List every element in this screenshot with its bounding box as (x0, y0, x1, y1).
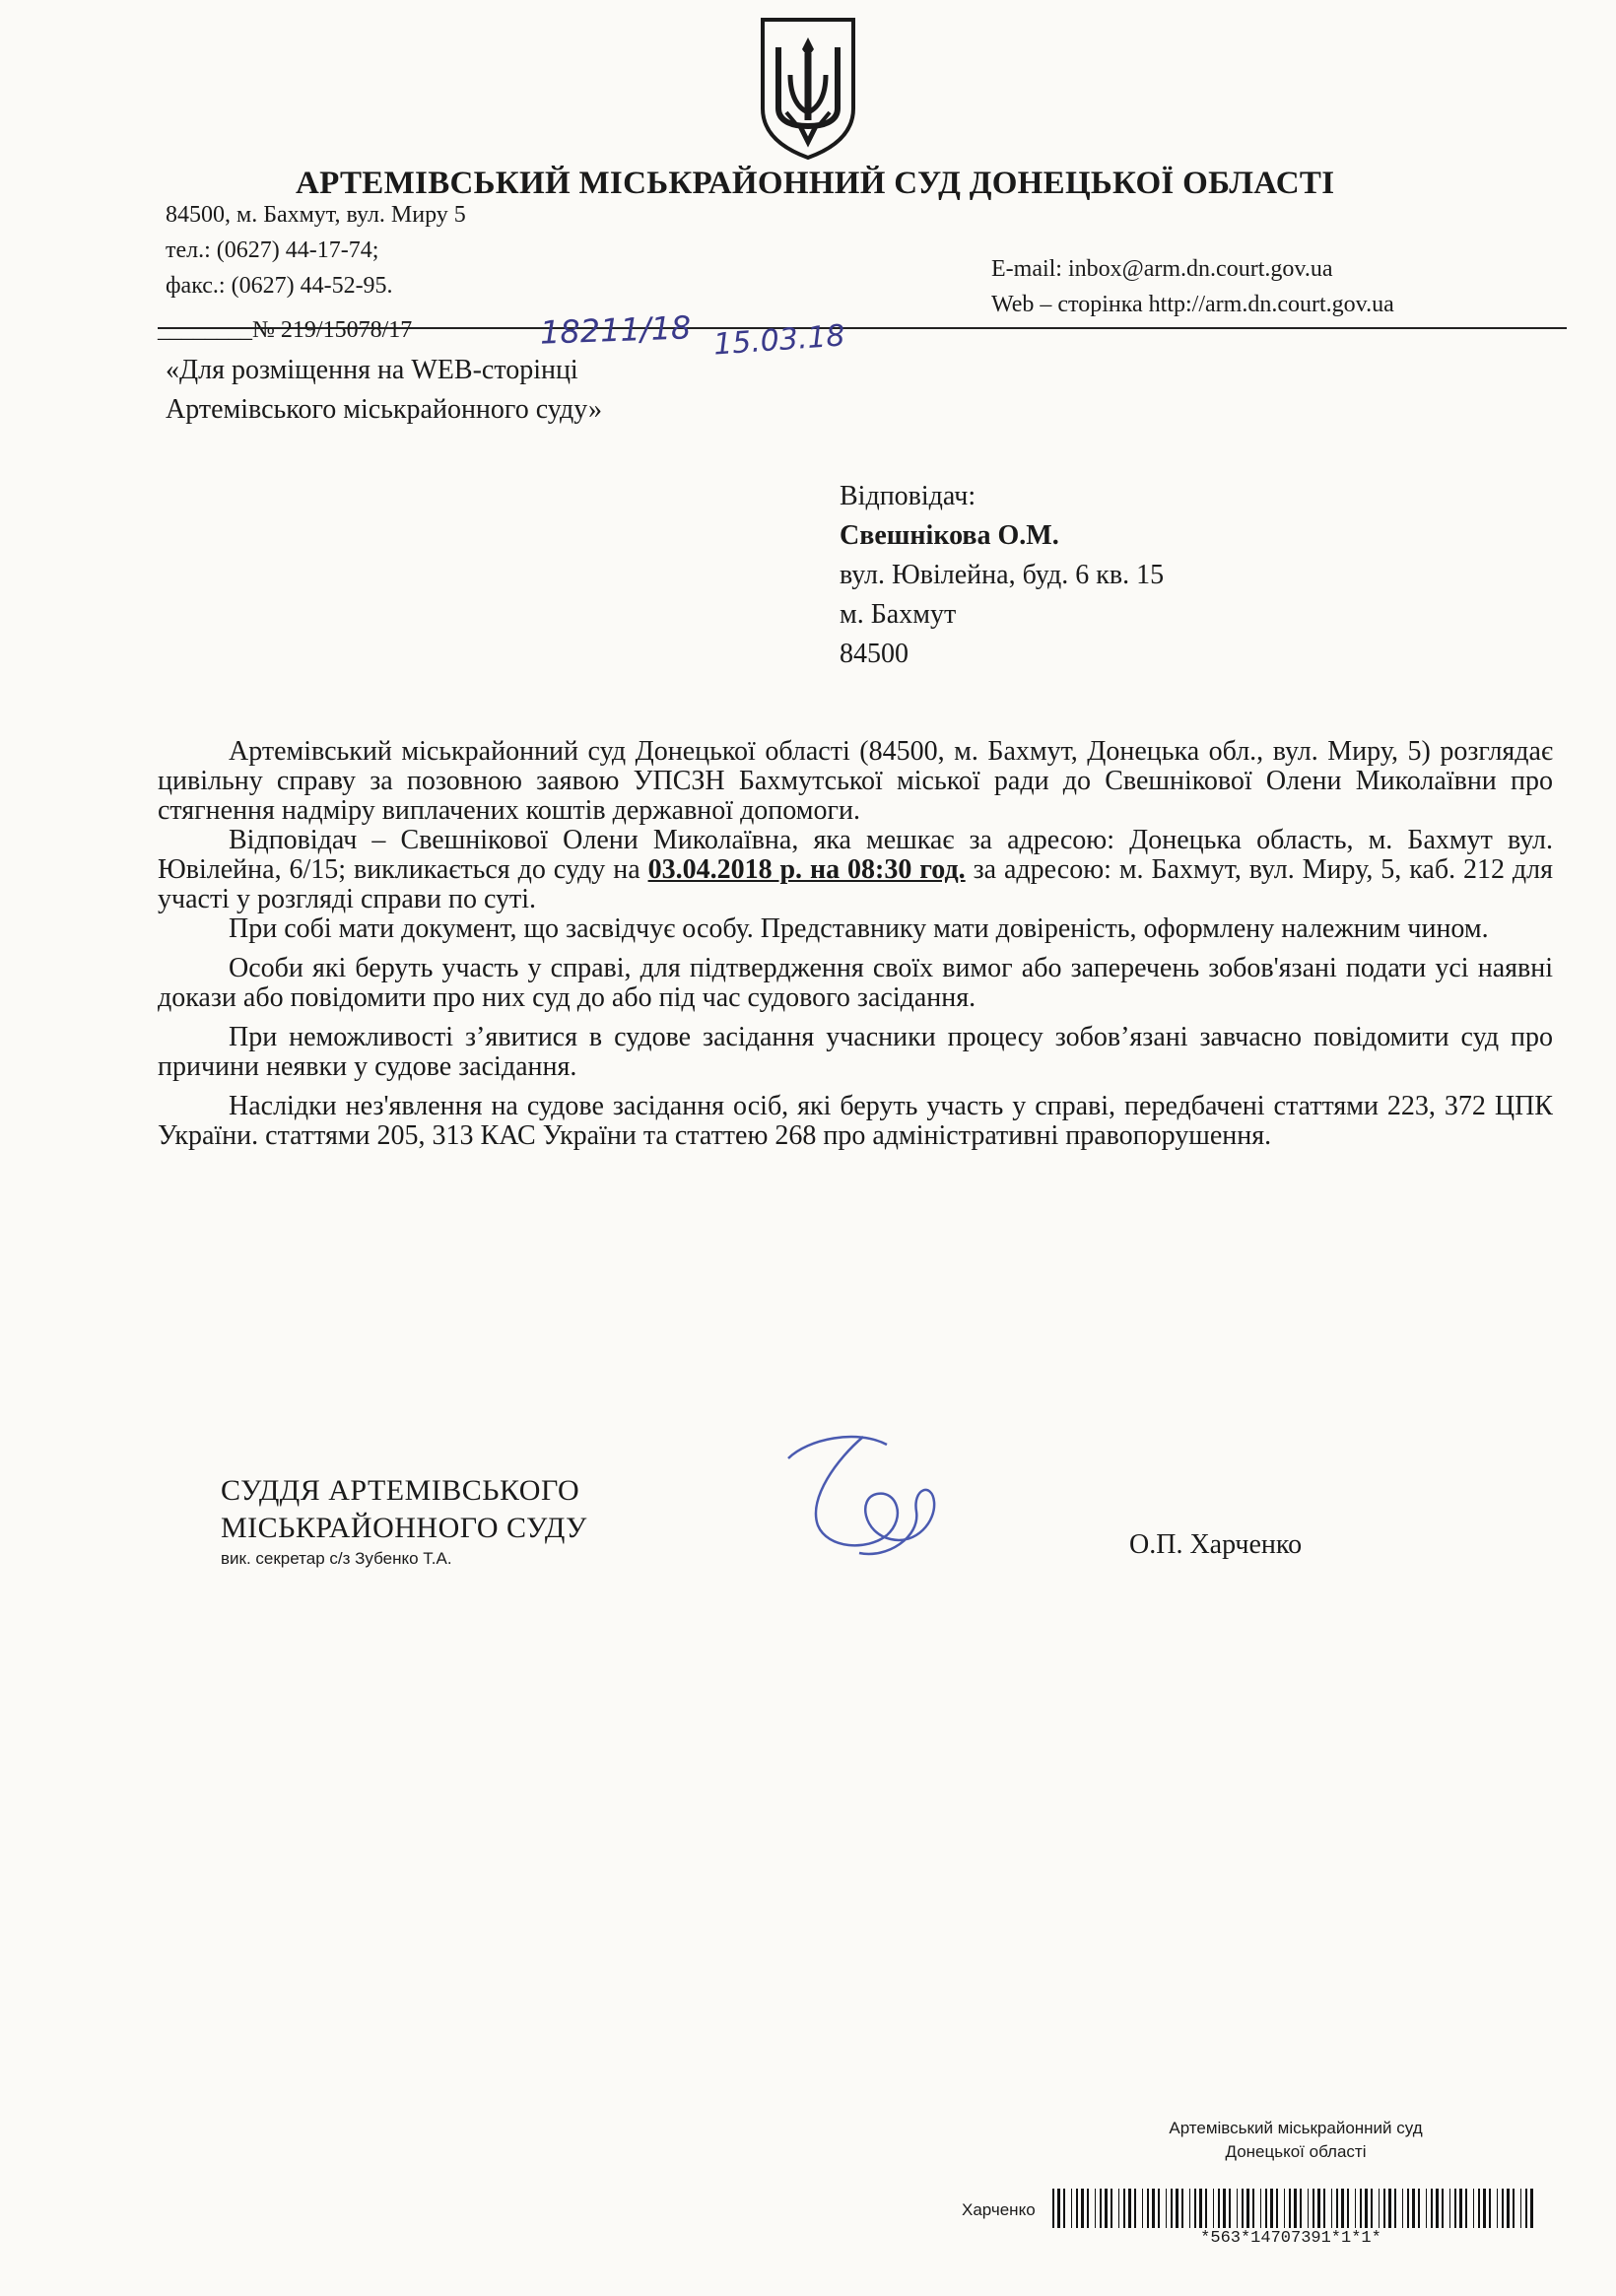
barcode-bar (1323, 2189, 1325, 2228)
footer-court-line2: Донецької області (1225, 2142, 1367, 2161)
barcode-bar (1412, 2189, 1415, 2228)
barcode-bar (1402, 2189, 1403, 2228)
barcode-bar (1355, 2189, 1356, 2228)
barcode-bar (1407, 2189, 1409, 2228)
barcode-bar (1123, 2189, 1125, 2228)
barcode-bar (1459, 2189, 1462, 2228)
court-phone: тел.: (0627) 44-17-74; (166, 237, 379, 263)
barcode-bar (1270, 2189, 1273, 2228)
barcode-bar (1478, 2189, 1480, 2228)
barcode-bar (1152, 2189, 1155, 2228)
barcode-bar (1171, 2189, 1173, 2228)
court-online-contacts (991, 251, 1394, 322)
barcode (1050, 2189, 1539, 2228)
barcode-bar (1242, 2189, 1244, 2228)
barcode-bar (1213, 2189, 1214, 2228)
barcode-bar (1063, 2189, 1065, 2228)
barcode-bar (1454, 2189, 1456, 2228)
barcode-bar (1189, 2189, 1190, 2228)
barcode-bar (1181, 2189, 1183, 2228)
barcode-bar (1134, 2189, 1136, 2228)
barcode-bar (1294, 2189, 1297, 2228)
barcode-bar (1502, 2189, 1504, 2228)
judge-signature (769, 1419, 1005, 1567)
recipient-role: Відповідач: (840, 481, 976, 511)
judge-title-line2: МІСЬКРАЙОННОГО СУДУ (221, 1512, 587, 1544)
barcode-bar (1465, 2189, 1467, 2228)
body-paragraph: Артемівський міськрайонний суд Донецької області (84500, м. Бахмут, Донецька обл., вул. Миру, 5) розглядає цивільну справу за позовною заявою УПСЗН Бахмутської міської ради до Свешнікової Олени Миколаївни про стягнення надміру виплачених коштів державної допомоги. (158, 736, 1553, 826)
court-title: АРТЕМІВСЬКИЙ МІСЬКРАЙОННИЙ СУД ДОНЕЦЬКОЇ ОБЛАСТІ (296, 166, 1335, 201)
court-email: E-mail: inbox@arm.dn.court.gov.ua (991, 256, 1333, 282)
barcode-bar (1223, 2189, 1226, 2228)
hearing-datetime: 03.04.2018 р. на 08:30 год. (647, 854, 966, 885)
judge-name: О.П. Харченко (1129, 1529, 1303, 1560)
barcode-bar (1199, 2189, 1202, 2228)
barcode-bar (1071, 2189, 1072, 2228)
barcode-bar (1118, 2189, 1119, 2228)
court-contacts (166, 197, 466, 304)
barcode-bar (1265, 2189, 1267, 2228)
barcode-bar (1087, 2189, 1089, 2228)
barcode-bar (1507, 2189, 1510, 2228)
barcode-bar (1483, 2189, 1486, 2228)
barcode-bar (1520, 2189, 1521, 2228)
handwritten-registration: 18211/18 (539, 308, 692, 352)
barcode-bar (1194, 2189, 1196, 2228)
barcode-bar (1300, 2189, 1302, 2228)
barcode-bar (1276, 2189, 1278, 2228)
barcode-bar (1347, 2189, 1349, 2228)
barcode-bar (1431, 2189, 1433, 2228)
barcode-bar (1513, 2189, 1515, 2228)
body-paragraph: Наслідки нез'явлення на судове засідання осіб, які беруть участь у справі, передбачені статтями 223, 372 ЦПК України. статтями 205, 313 КАС України та статтею 268 про адміністративні правопорушення. (158, 1091, 1553, 1151)
recipient-postcode: 84500 (840, 639, 909, 669)
barcode-bar (1308, 2189, 1309, 2228)
barcode-bar (1176, 2189, 1178, 2228)
barcode-bar (1246, 2189, 1249, 2228)
body-paragraph: Особи які беруть участь у справі, для підтвердження своїх вимог або заперечень зобов'язані подати усі наявні докази або повідомити про них суд до або під час судового засідання. (158, 953, 1553, 1013)
registration-number: ________№ 219/15078/17 (158, 317, 413, 343)
barcode-bar (1052, 2189, 1054, 2228)
barcode-number: *563*14707391*1*1* (1200, 2229, 1381, 2248)
summons-text-after: за адресою: м. Бахмут, вул. Миру, 5, каб. 212 для участі у розгляді справи по суті. (158, 854, 1554, 914)
barcode-bar (1105, 2189, 1108, 2228)
placement-note-line1: «Для розміщення на WEB-сторінці (166, 355, 578, 385)
judge-title (221, 1472, 587, 1547)
barcode-bar (1057, 2189, 1060, 2228)
barcode-bar (1489, 2189, 1491, 2228)
barcode-bar (1418, 2189, 1420, 2228)
summons-body (158, 737, 1553, 1151)
barcode-bar (1147, 2189, 1149, 2228)
body-paragraph: При собі мати документ, що засвідчує особу. Представнику мати довіреність, оформлену належним чином. (229, 913, 1489, 944)
barcode-bar (1095, 2189, 1096, 2228)
placement-note (166, 351, 602, 430)
barcode-bar (1331, 2189, 1332, 2228)
placement-note-line2: Артемівського міськрайонного суду» (166, 394, 602, 425)
barcode-bar (1260, 2189, 1261, 2228)
barcode-bar (1284, 2189, 1285, 2228)
barcode-bar (1497, 2189, 1498, 2228)
barcode-bar (1530, 2189, 1533, 2228)
barcode-bar (1229, 2189, 1231, 2228)
footer-court-line1: Артемівський міськрайонний суд (1169, 2119, 1423, 2137)
barcode-bar (1388, 2189, 1391, 2228)
barcode-bar (1237, 2189, 1238, 2228)
barcode-bar (1379, 2189, 1380, 2228)
barcode-bar (1076, 2189, 1078, 2228)
barcode-bar (1365, 2189, 1368, 2228)
body-paragraph-summons (158, 826, 1553, 914)
coat-of-arms-icon (757, 14, 859, 162)
recipient-street: вул. Ювілейна, буд. 6 кв. 15 (840, 560, 1165, 590)
secretary-note: вик. секретар с/з Зубенко Т.А. (221, 1549, 452, 1568)
barcode-bar (1341, 2189, 1344, 2228)
barcode-bar (1394, 2189, 1396, 2228)
barcode-bar (1371, 2189, 1373, 2228)
barcode-bar (1081, 2189, 1084, 2228)
barcode-bar (1313, 2189, 1314, 2228)
recipient-city: м. Бахмут (840, 599, 957, 630)
barcode-bar (1473, 2189, 1474, 2228)
court-website: Web – сторінка http://arm.dn.court.gov.ua (991, 292, 1394, 317)
footer-judge-name: Харченко (962, 2200, 1036, 2219)
handwritten-date: 15.03.18 (711, 318, 846, 363)
barcode-bar (1111, 2189, 1112, 2228)
barcode-bar (1100, 2189, 1102, 2228)
barcode-bar (1436, 2189, 1439, 2228)
recipient-block (840, 477, 1164, 674)
body-paragraph: При неможливості з’явитися в судове засідання учасники процесу зобов’язані завчасно повідомити суд про причини неявки у судове засідання. (158, 1022, 1553, 1082)
barcode-bar (1336, 2189, 1338, 2228)
barcode-bar (1426, 2189, 1427, 2228)
barcode-bar (1158, 2189, 1160, 2228)
judge-title-line1: СУДДЯ АРТЕМІВСЬКОГО (221, 1474, 580, 1507)
barcode-bar (1442, 2189, 1444, 2228)
barcode-bar (1289, 2189, 1291, 2228)
barcode-bar (1525, 2189, 1527, 2228)
footer-court-stamp (1153, 2117, 1439, 2164)
recipient-name: Свешнікова О.М. (840, 520, 1059, 551)
barcode-bar (1142, 2189, 1143, 2228)
court-fax: факс.: (0627) 44-52-95. (166, 273, 393, 299)
barcode-bar (1205, 2189, 1207, 2228)
barcode-bar (1166, 2189, 1167, 2228)
summons-text-before: Відповідач – Свешнікової Олени Миколаївна, яка мешкає за адресою: Донецька область, м. Бахмут вул. Ювілейна, 6/15; викликається до суду на (158, 825, 1553, 885)
barcode-bar (1252, 2189, 1254, 2228)
barcode-bar (1449, 2189, 1450, 2228)
barcode-bar (1360, 2189, 1362, 2228)
court-address: 84500, м. Бахмут, вул. Миру 5 (166, 202, 466, 228)
barcode-bar (1218, 2189, 1220, 2228)
barcode-bar (1128, 2189, 1131, 2228)
barcode-bar (1317, 2189, 1320, 2228)
barcode-bar (1383, 2189, 1385, 2228)
